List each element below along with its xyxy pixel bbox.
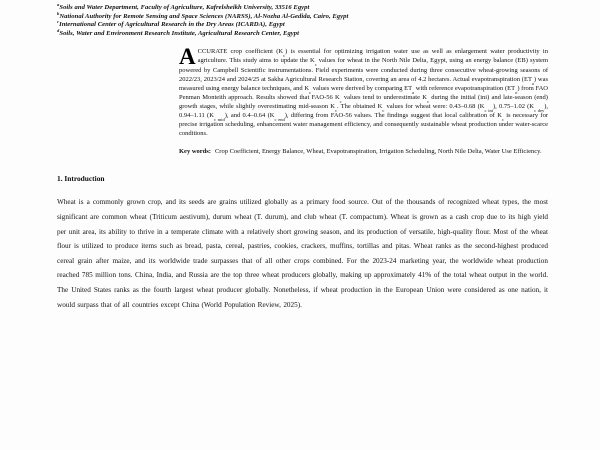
introduction-heading: 1. Introduction [57, 174, 105, 184]
affiliation-item [57, 27, 548, 39]
affiliation-text: Soils, Water and Environment Research Institute, Agricultural Research Center, Egypt [59, 29, 300, 37]
keywords-text: Crop Coefficient, Energy Balance, Wheat, Evapotranspiration, Irrigation Scheduling, North Nile Delta, Water Use Efficiency. [214, 148, 542, 156]
abstract-paragraph [179, 44, 549, 138]
affiliation-marker: a [57, 1, 60, 7]
keywords-block [179, 147, 548, 156]
affiliation-text: International Center of Agricultural Research in the Dry Areas (ICARDA), Egypt [59, 21, 285, 29]
abstract-text: CCURATE crop coefficient (Kc) is essential for optimizing irrigation water use as well as enlargement water productivity in agriculture. This study aims to update the Kc values for wheat in the North Nile Delta, Egypt, using an energy balance (EB) system powered by Campbell Scientific instrumentations. Field experiments were conducted during three consecutive wheat-growing seasons of 2022/23, 2023/24 and 2024/25 at Sakha Agricultural Research Station, covering an area of 4.2 hectares. Actual evapotranspiration (ETa) was measured using energy balance techniques, and Kc values were derived by comparing ETa with reference evapotranspiration (ETo) from FAO Penman Monteith approach. Results showed that FAO-56 Kc values tend to underestimate Kc during the initial (ini) and late-season (end) growth stages, while slightly overestimating mid-season Kc. The obtained Kc values for wheat were: 0.43–0.68 (Kc ini), 0.75–1.02 (Kc dev), 0.94–1.11 (Kc mid), and 0.4–0.64 (Kc end), differing from FAO-56 values. The findings suggest that local calibration of Kc is necessary for precise irrigation scheduling, enhancement water management efficiency, and consequently sustainable wheat production under water-scarce conditions. [179, 48, 549, 138]
affiliation-marker: d [57, 27, 60, 33]
introduction-paragraph: Wheat is a commonly grown crop, and its seeds are grains utilized globally as a primary food source. Out of the thousands of recognized wheat types, the most significant are common wheat (Triticum aestivum), durum wheat (T. durum), and club wheat (T. compactum). Wheat is grown as a cash crop due to its high yield per unit area, its ability to thrive in a temperate climate with a relatively short growing season, and its production of versatile, high-quality flour. Most of the wheat flour is utilized to produce items such as bread, pasta, cereal, pastries, cookies, crackers, muffins, tortillas and pitas. Wheat ranks as the second-highest produced cereal grain after maize, and its worldwide trade surpasses that of all other crops combined. For the 2023-24 marketing year, the worldwide wheat production reached 785 million tons. China, India, and Russia are the top three wheat producers globally, making up approximately 41% of the total wheat output in the world. The United States ranks as the fourth largest wheat producer globally. Nonetheless, if wheat production in the European Union were considered as one nation, it would surpass that of all countries except China (World Population Review, 2025). [57, 198, 548, 309]
affiliation-list [57, 1, 548, 38]
keywords-label: Key words: [179, 148, 211, 156]
abstract-section [179, 44, 549, 156]
abstract-dropcap: A [179, 44, 196, 70]
affiliation-marker: c [57, 19, 60, 24]
affiliation-text: National Authority for Remote Sensing and Space Sciences (NARSS), Al-Nozha Al-Gedida, Cairo, Egypt [59, 12, 349, 20]
affiliation-text: Soils and Water Department, Faculty of Agriculture, Kafrelsheikh University, 33516 Egypt [59, 4, 310, 11]
affiliation-marker: b [57, 10, 60, 16]
affiliation-item [57, 10, 548, 22]
affiliation-item [57, 21, 548, 30]
